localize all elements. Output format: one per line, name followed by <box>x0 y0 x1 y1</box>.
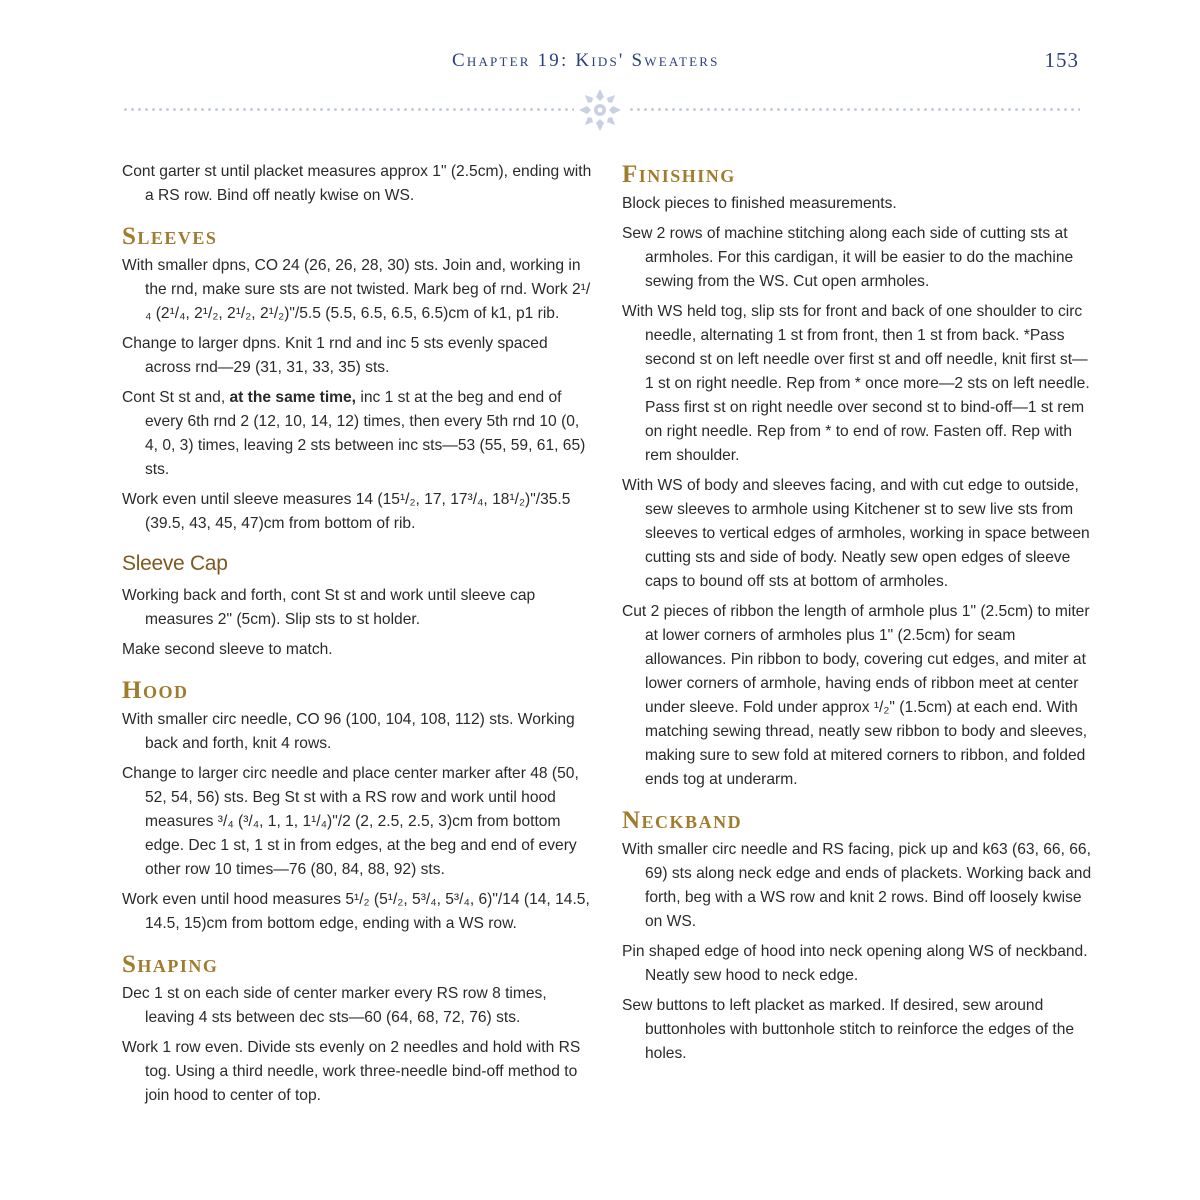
page-number: 153 <box>1044 48 1079 72</box>
finishing-paragraph-3: With WS held tog, slip sts for front and back of one shoulder to circ needle, alternating 1 st from front, then 1 st from back. *Pass second st on left needle over first st and off needle, knit first st—1 st on right needle. Rep from * once more—2 sts on left needle. Pass first st on right needle over second st to bind-off—1 st rem on right needle. Rep from * to end of row. Fasten off. Rep with rem shoulder. <box>622 303 1090 464</box>
shaping-paragraph-1: Dec 1 st on each side of center marker every RS row 8 times, leaving 4 sts between dec sts—60 (64, 68, 72, 76) sts. <box>122 985 547 1026</box>
sleeve-cap-paragraph-2: Make second sleeve to match. <box>122 641 333 658</box>
sleeves-paragraph-2: Change to larger dpns. Knit 1 rnd and inc 5 sts evenly spaced across rnd—29 (31, 31, 33, 35) sts. <box>122 335 548 376</box>
dotted-rule-left <box>122 108 574 111</box>
intro-paragraph: Cont garter st until placket measures approx 1" (2.5cm), ending with a RS row. Bind off neatly kwise on WS. <box>122 163 592 204</box>
finishing-paragraph-2: Sew 2 rows of machine stitching along each side of cutting sts at armholes. For this cardigan, it will be easier to do the machine sewing from the WS. Cut open armholes. <box>622 225 1074 290</box>
sleeves-paragraph-1: With smaller dpns, CO 24 (26, 26, 28, 30) sts. Join and, working in the rnd, make sure sts are not twisted. Mark beg of rnd. Work 2¹/₄ (2¹/₄, 2¹/₂, 2¹/₂, 2¹/₂)"/5.5 (5.5, 6.5, 6.5, 6.5)cm of k1, p1 rib. <box>122 257 591 322</box>
heading-finishing: Finishing <box>622 161 736 188</box>
snowflake-ornament-icon <box>576 86 624 134</box>
heading-sleeve-cap: Sleeve Cap <box>122 552 228 575</box>
finishing-paragraph-1: Block pieces to finished measurements. <box>622 195 897 212</box>
sleeves-paragraph-3 <box>122 386 592 482</box>
heading-sleeves: Sleeves <box>122 223 218 250</box>
shaping-paragraph-2: Work 1 row even. Divide sts evenly on 2 needles and hold with RS tog. Using a third needle, work three-needle bind-off method to join hood to center of top. <box>122 1039 581 1104</box>
sleeve-cap-paragraph-1: Working back and forth, cont St st and work until sleeve cap measures 2" (5cm). Slip sts to st holder. <box>122 587 536 628</box>
neckband-paragraph-3: Sew buttons to left placket as marked. If desired, sew around buttonholes with buttonhole stitch to reinforce the edges of the holes. <box>622 997 1075 1062</box>
right-column <box>622 160 1092 1072</box>
heading-neckband: Neckband <box>622 807 743 834</box>
heading-hood: Hood <box>122 677 189 704</box>
left-column <box>122 160 592 1114</box>
sleeves-paragraph-4: Work even until sleeve measures 14 (15¹/₂, 17, 17³/₄, 18¹/₂)"/35.5 (39.5, 43, 45, 47)cm from bottom of rib. <box>122 491 571 532</box>
hood-paragraph-1: With smaller circ needle, CO 96 (100, 104, 108, 112) sts. Working back and forth, knit 4 rows. <box>122 711 575 752</box>
heading-shaping: Shaping <box>122 951 219 978</box>
chapter-title: Chapter 19: Kids' Sweaters <box>452 50 720 71</box>
sleeves-paragraph-3-rest: inc 1 st at the beg and end of every 6th rnd 2 (12, 10, 14, 12) times, then every 5th rnd 10 (0, 4, 0, 3) times, leaving 2 sts between inc sts—53 (55, 59, 61, 65) sts. <box>145 389 586 478</box>
emphasis-at-the-same-time: at the same time, <box>229 389 357 406</box>
dotted-rule-right <box>628 108 1080 111</box>
page-header <box>0 0 1200 140</box>
hood-paragraph-3: Work even until hood measures 5¹/₂ (5¹/₂, 5³/₄, 5³/₄, 6)"/14 (14, 14.5, 14.5, 15)cm from bottom edge, ending with a WS row. <box>122 891 590 932</box>
hood-paragraph-2: Change to larger circ needle and place center marker after 48 (50, 52, 54, 56) sts. Beg St st with a RS row and work until hood measures ³/₄ (³/₄, 1, 1, 1¹/₄)"/2 (2, 2.5, 2.5, 3)cm from bottom edge. Dec 1 st, 1 st in from edges, at the beg and end of every other row 10 times—76 (80, 84, 88, 92) sts. <box>122 765 579 878</box>
finishing-paragraph-5: Cut 2 pieces of ribbon the length of armhole plus 1" (2.5cm) to miter at lower corners of armholes plus 1" (2.5cm) for seam allowances. Pin ribbon to body, covering cut edges, and miter at lower corners of armhole, having ends of ribbon meet at center under sleeve. Fold under approx ¹/₂" (1.5cm) at each end. With matching sewing thread, neatly sew ribbon to body and sleeves, making sure to sew fold at mitered corners to ribbon, and folded ends tog at underarm. <box>622 603 1090 788</box>
finishing-paragraph-4: With WS of body and sleeves facing, and with cut edge to outside, sew sleeves to armhole using Kitchener st to sew live sts from sleeves to vertical edges of armholes, working in space between cutting sts and side of body. Neatly sew open edges of sleeve caps to bound off sts at bottom of armholes. <box>622 477 1090 590</box>
neckband-paragraph-1: With smaller circ needle and RS facing, pick up and k63 (63, 66, 66, 69) sts along neck edge and ends of plackets. Working back and forth, beg with a WS row and knit 2 rows. Bind off loosely kwise on WS. <box>622 841 1092 930</box>
sleeves-paragraph-3-lead: Cont St st and, <box>122 389 230 406</box>
neckband-paragraph-2: Pin shaped edge of hood into neck opening along WS of neckband. Neatly sew hood to neck edge. <box>622 943 1088 984</box>
